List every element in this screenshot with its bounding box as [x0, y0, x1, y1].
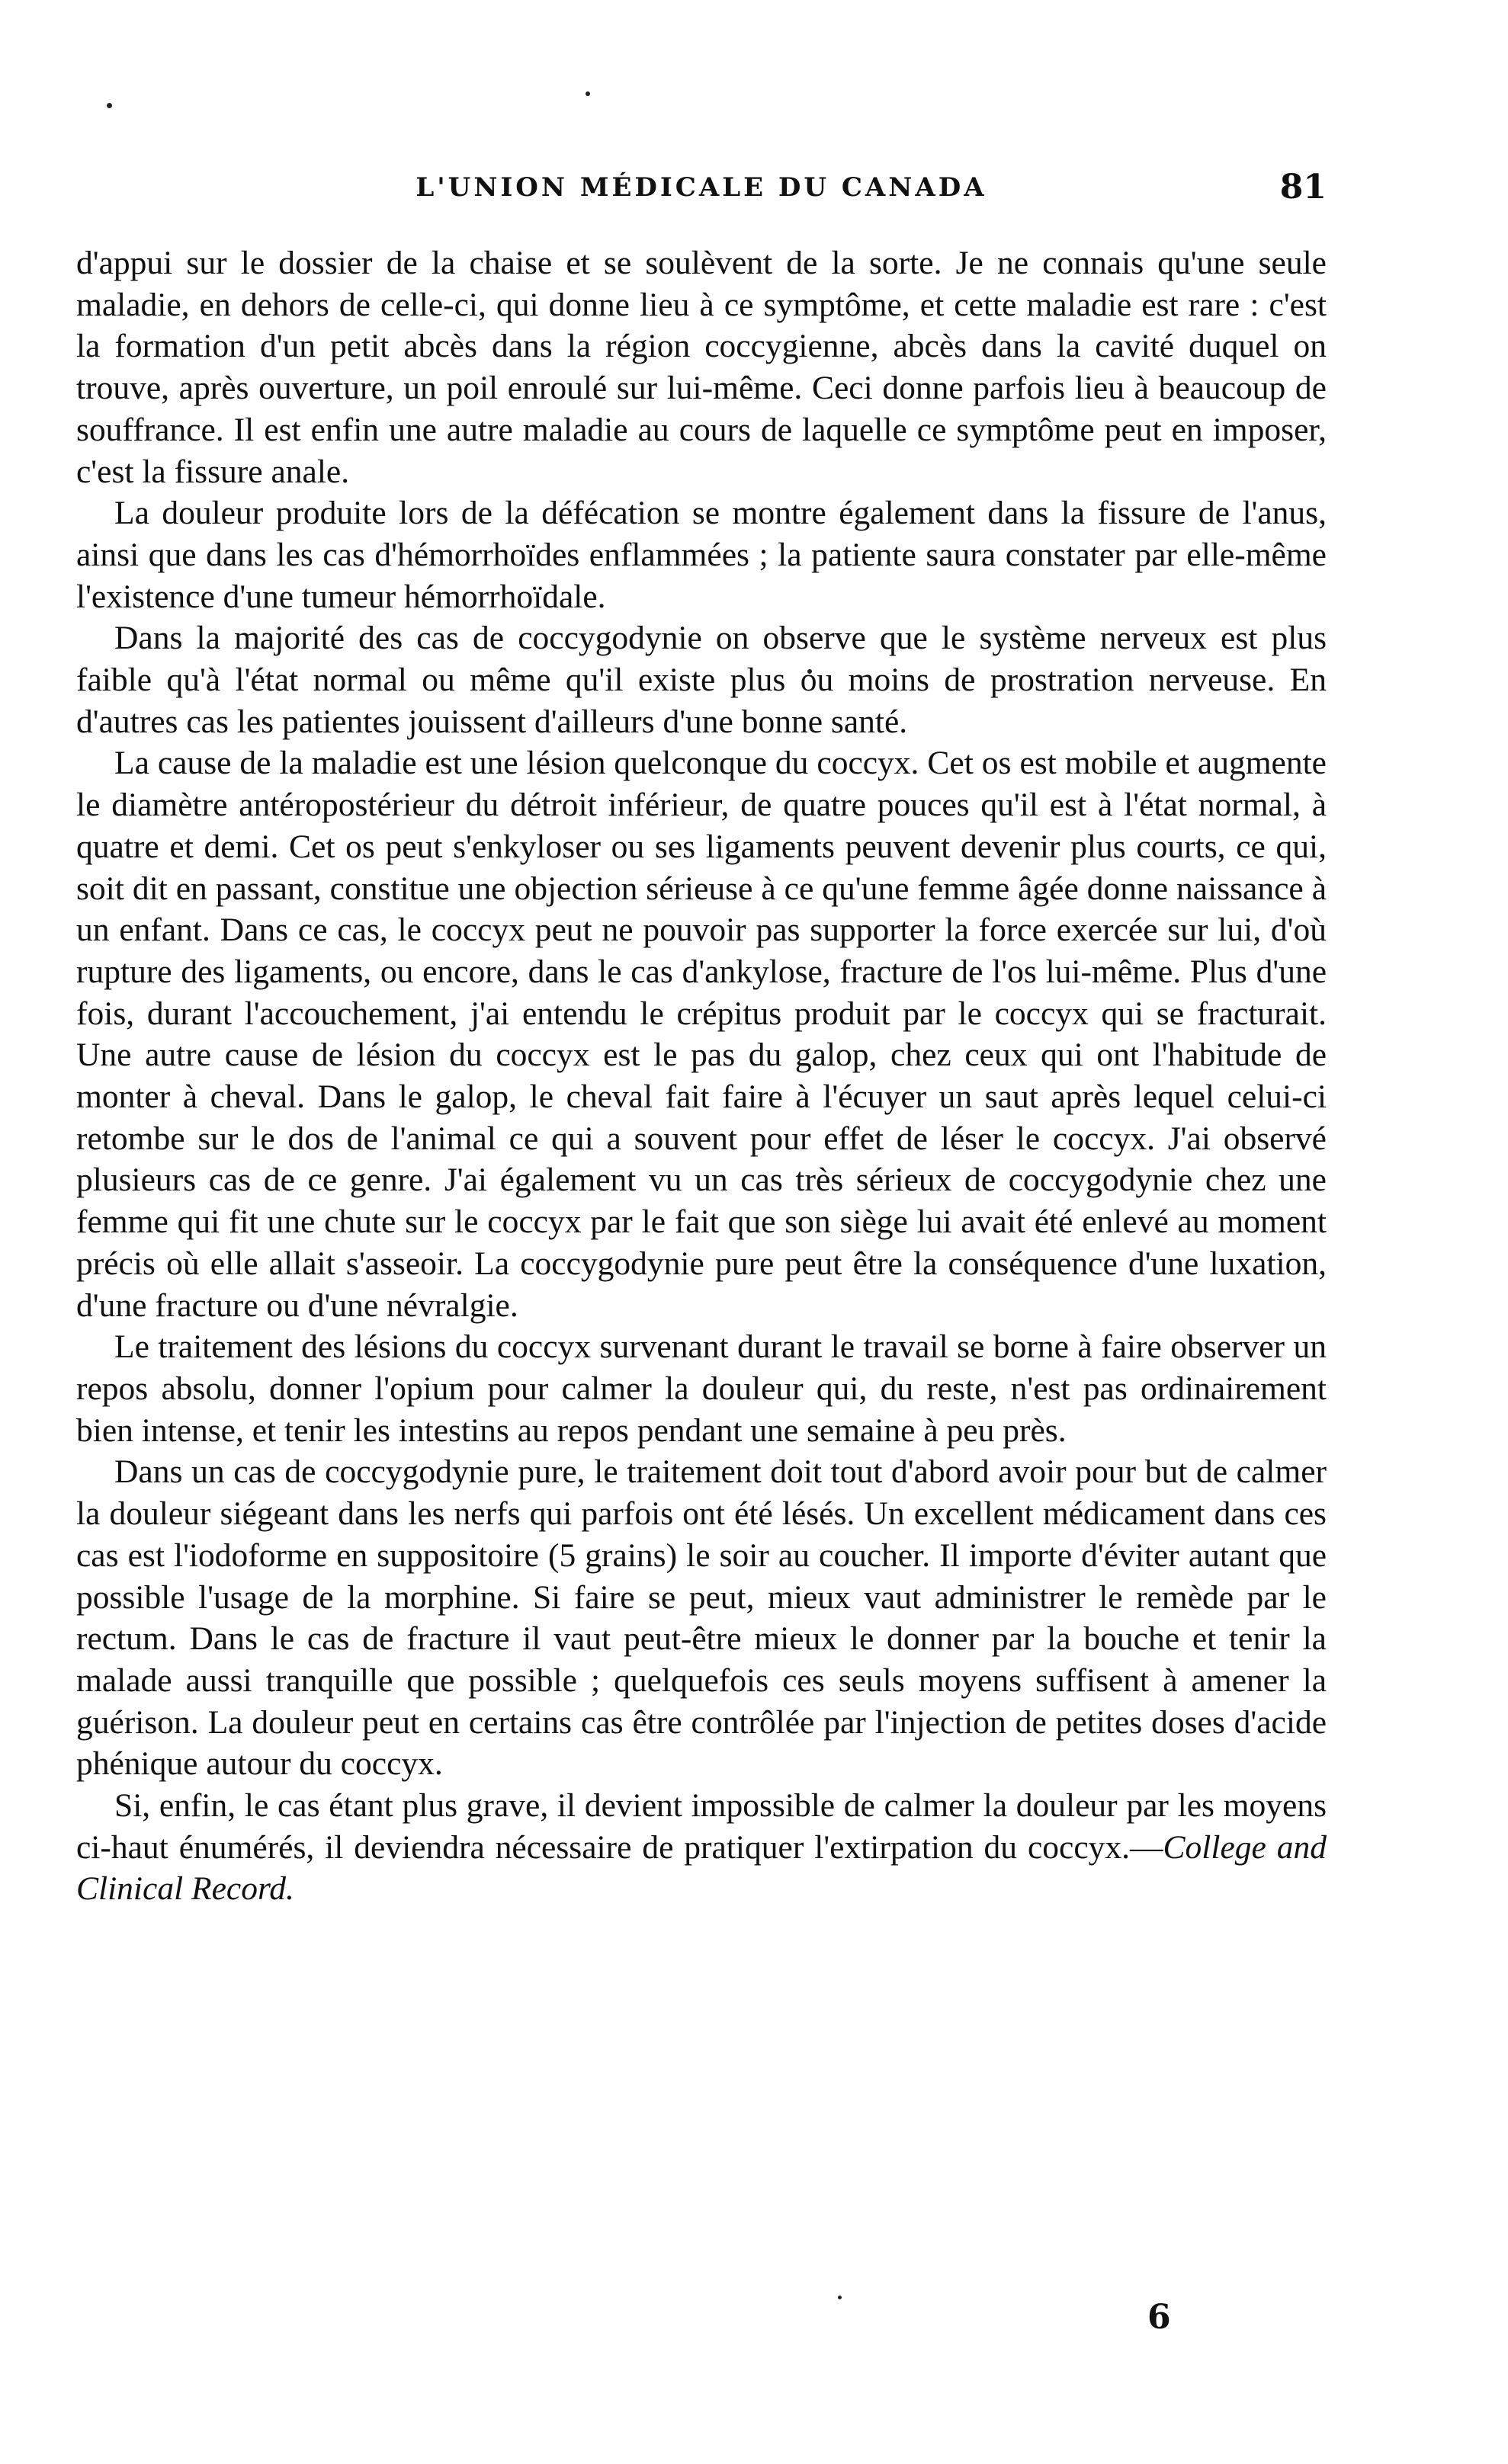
- ink-speck: [107, 103, 112, 108]
- paragraph: d'appui sur le dossier de la chaise et se soulèvent de la sorte. Je ne connais qu'une seule maladie, en dehors de celle-ci, qui donne lieu à ce symptôme, et cette maladie est rare : c'est la formation d'un petit abcès dans la région coccygienne, abcès dans la cavité duquel on trouve, après ouverture, un poil enroulé sur lui-même. Ceci donne parfois lieu à beaucoup de souffrance. Il est enfin une autre maladie au cours de laquelle ce symptôme peut en imposer, c'est la fissure anale.: [76, 245, 1327, 490]
- page-header: [76, 168, 1327, 213]
- page-number: 81: [1279, 168, 1327, 207]
- paragraph-text: Si, enfin, le cas étant plus grave, il devient impossible de calmer la douleur par les moyens ci-haut énumérés, il deviendra nécessaire de pratiquer l'extirpation du coccyx.—: [76, 1787, 1327, 1866]
- article-body: [76, 242, 1327, 1910]
- paragraph-last: [76, 1785, 1327, 1910]
- paragraph: Dans la majorité des cas de coccygodynie on observe que le système nerveux est plus faible qu'à l'état normal ou même qu'il existe plus ou moins de prostration nerveuse. En d'autres cas les patientes jouissent d'ailleurs d'une bonne santé.: [76, 620, 1327, 740]
- signature-mark: 6: [1147, 2298, 1171, 2337]
- ink-speck: [586, 91, 590, 96]
- ink-speck: [838, 2296, 842, 2299]
- paragraph: La cause de la maladie est une lésion quelconque du coccyx. Cet os est mobile et augmente le diamètre antéropostérieur du détroit inférieur, de quatre pouces qu'il est à l'état normal, à quatre et demi. Cet os peut s'enkyloser ou ses ligaments peuvent devenir plus courts, ce qui, soit dit en passant, constitue une objection sérieuse à ce qu'une femme âgée donne naissance à un enfant. Dans ce cas, le coccyx peut ne pouvoir pas supporter la force exercée sur lui, d'où rupture des ligaments, ou encore, dans le cas d'ankylose, fracture de l'os lui-même. Plus d'une fois, durant l'accouchement, j'ai entendu le crépitus produit par le coccyx qui se fracturait. Une autre cause de lésion du coccyx est le pas du galop, chez ceux qui ont l'habitude de monter à cheval. Dans le galop, le cheval fait faire à l'écuyer un saut après lequel celui-ci retombe sur le dos de l'animal ce qui a souvent pour effet de léser le coccyx. J'ai observé plusieurs cas de ce genre. J'ai également vu un cas très sérieux de coccygodynie chez une femme qui fit une chute sur le coccyx par le fait que son siège lui avait été enlevé au moment précis où elle allait s'asseoir. La coccygodynie pure peut être la conséquence d'une luxation, d'une fracture ou d'une névralgie.: [76, 745, 1327, 1324]
- paragraph: Le traitement des lésions du coccyx survenant durant le travail se borne à faire observer un repos absolu, donner l'opium pour calmer la douleur qui, du reste, n'est pas ordinairement bien intense, et tenir les intestins au repos pendant une semaine à peu près.: [76, 1328, 1327, 1449]
- paragraph: Dans un cas de coccygodynie pure, le traitement doit tout d'abord avoir pour but de calmer la douleur siégeant dans les nerfs qui parfois ont été lésés. Un excellent médicament dans ces cas est l'iodoforme en suppositoire (5 grains) le soir au coucher. Il importe d'éviter autant que possible l'usage de la morphine. Si faire se peut, mieux vaut administrer le remède par le rectum. Dans le cas de fracture il vaut peut-être mieux le donner par la bouche et tenir la malade aussi tranquille que possible ; quelquefois ces seuls moyens suffisent à amener la guérison. La douleur peut en certains cas être contrôlée par l'injection de petites doses d'acide phénique autour du coccyx.: [76, 1453, 1327, 1783]
- paragraph: La douleur produite lors de la défécation se montre également dans la fissure de l'anus, ainsi que dans les cas d'hémorrhoïdes enflammées ; la patiente saura constater par elle-même l'existence d'une tumeur hémorrhoïdale.: [76, 495, 1327, 615]
- running-head: L'UNION MÉDICALE DU CANADA: [416, 172, 987, 203]
- source-citation: College and Clinical Record.: [76, 1828, 1327, 1908]
